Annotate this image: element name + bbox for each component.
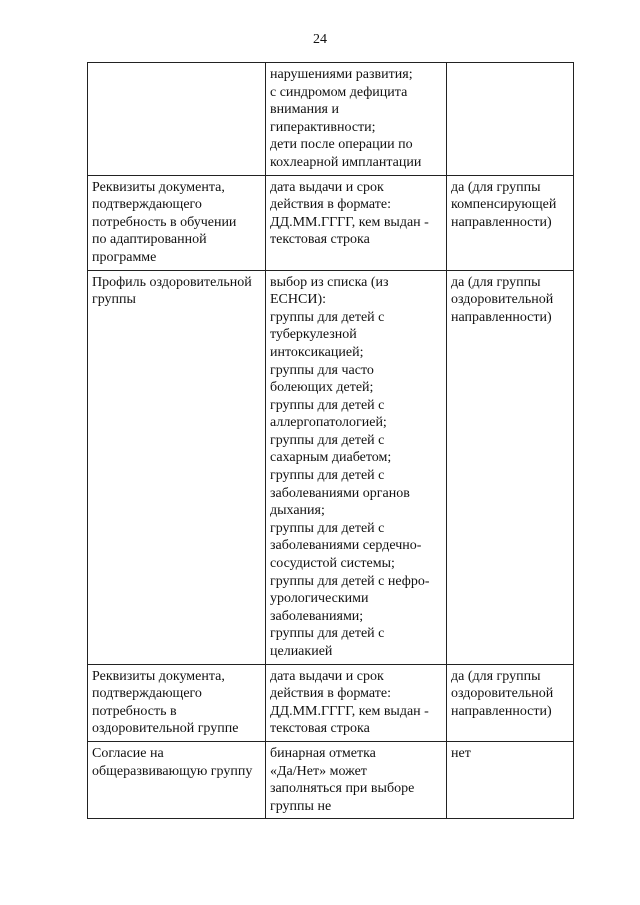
cell-text-line: туберкулезной [270, 327, 357, 343]
format-cell [266, 63, 447, 176]
required-cell [447, 270, 574, 664]
cell-text-line: Реквизиты документа, [92, 668, 225, 684]
required-cell [447, 741, 574, 818]
cell-text-line: оздоровительной [451, 686, 554, 702]
table-row [88, 270, 574, 664]
table-row [88, 63, 574, 176]
format-cell [266, 270, 447, 664]
cell-text-line: оздоровительной [451, 292, 554, 308]
cell-text-line: направленности) [451, 703, 552, 719]
cell-text-line: направленности) [451, 309, 552, 325]
cell-text-line: подтверждающего [92, 686, 202, 702]
field-name-cell [88, 664, 266, 741]
cell-text-line: текстовая строка [270, 232, 370, 248]
field-name-cell [88, 175, 266, 270]
cell-text-line: группы [92, 292, 136, 308]
cell-text-line: да (для группы [451, 668, 541, 684]
cell-text-line: болеющих детей; [270, 380, 374, 396]
requirements-table [87, 62, 574, 819]
cell-text-line: программе [92, 249, 157, 265]
cell-text-line: кохлеарной имплантации [270, 154, 422, 170]
cell-text-line: дыхания; [270, 503, 325, 519]
cell-text-line: группы для детей с [270, 397, 385, 413]
cell-text-line: группы для детей с [270, 520, 385, 536]
cell-text-line: с синдромом дефицита [270, 84, 408, 100]
table-body [88, 63, 574, 819]
table-row [88, 175, 574, 270]
cell-text-line: потребность в обучении [92, 214, 237, 230]
cell-text-line: общеразвивающую группу [92, 763, 253, 779]
cell-text-line: аллергопатологией; [270, 415, 387, 431]
cell-text-line: сосудистой системы; [270, 556, 395, 572]
cell-text-line: группы для часто [270, 362, 374, 378]
field-name-cell [88, 270, 266, 664]
cell-text-line: «Да/Нет» может [270, 763, 367, 779]
cell-text-line: заболеваниями сердечно- [270, 538, 422, 554]
cell-text-line: дети после операции по [270, 137, 413, 153]
page-number: 24 [313, 32, 327, 47]
cell-text-line: нарушениями развития; [270, 67, 413, 82]
format-cell [266, 741, 447, 818]
cell-text-line: урологическими [270, 591, 369, 607]
cell-text-line: нет [451, 745, 471, 761]
table-row [88, 664, 574, 741]
cell-text-line: подтверждающего [92, 197, 202, 213]
cell-text-line: Согласие на [92, 745, 164, 761]
cell-text-line: дата выдачи и срок [270, 179, 384, 195]
cell-text-line: группы для детей с [270, 309, 385, 325]
required-cell [447, 664, 574, 741]
cell-text-line: Реквизиты документа, [92, 179, 225, 195]
cell-text-line: действия в формате: [270, 197, 392, 213]
cell-text-line: текстовая строка [270, 721, 370, 737]
cell-text-line: группы для детей с [270, 468, 385, 484]
cell-text-line: интоксикацией; [270, 344, 364, 360]
table-row [88, 741, 574, 818]
required-cell [447, 175, 574, 270]
cell-text-line: заболеваниями; [270, 608, 364, 624]
cell-text-line: группы для детей с [270, 432, 385, 448]
cell-text-line: гиперактивности; [270, 119, 376, 135]
cell-text-line: действия в формате: [270, 686, 392, 702]
cell-text-line: ЕСНСИ): [270, 292, 326, 308]
cell-text-line: ДД.ММ.ГГГГ, кем выдан - [270, 214, 429, 230]
cell-text-line: целиакией [270, 644, 333, 659]
cell-text-line: направленности) [451, 214, 552, 230]
cell-text-line: группы для детей с [270, 626, 385, 642]
cell-text-line: да (для группы [451, 179, 541, 195]
cell-text-line: потребность в [92, 703, 177, 719]
cell-text-line: оздоровительной группе [92, 721, 239, 737]
cell-text-line: заболеваниями органов [270, 485, 410, 501]
cell-text-line: сахарным диабетом; [270, 450, 392, 466]
cell-text-line: дата выдачи и срок [270, 668, 384, 684]
required-cell [447, 63, 574, 176]
cell-text-line: внимания и [270, 102, 339, 118]
cell-text-line: Профиль оздоровительной [92, 274, 252, 290]
cell-text-line: выбор из списка (из [270, 274, 389, 290]
cell-text-line: бинарная отметка [270, 745, 376, 761]
cell-text-line: ДД.ММ.ГГГГ, кем выдан - [270, 703, 429, 719]
format-cell [266, 175, 447, 270]
cell-text-line: да (для группы [451, 274, 541, 290]
cell-text-line: группы не [270, 798, 332, 814]
cell-text-line: группы для детей с нефро- [270, 573, 430, 589]
field-name-cell [88, 63, 266, 176]
cell-text-line: по адаптированной [92, 232, 207, 248]
format-cell [266, 664, 447, 741]
cell-text-line: заполняться при выборе [270, 781, 415, 797]
cell-text-line: компенсирующей [451, 197, 557, 213]
field-name-cell [88, 741, 266, 818]
